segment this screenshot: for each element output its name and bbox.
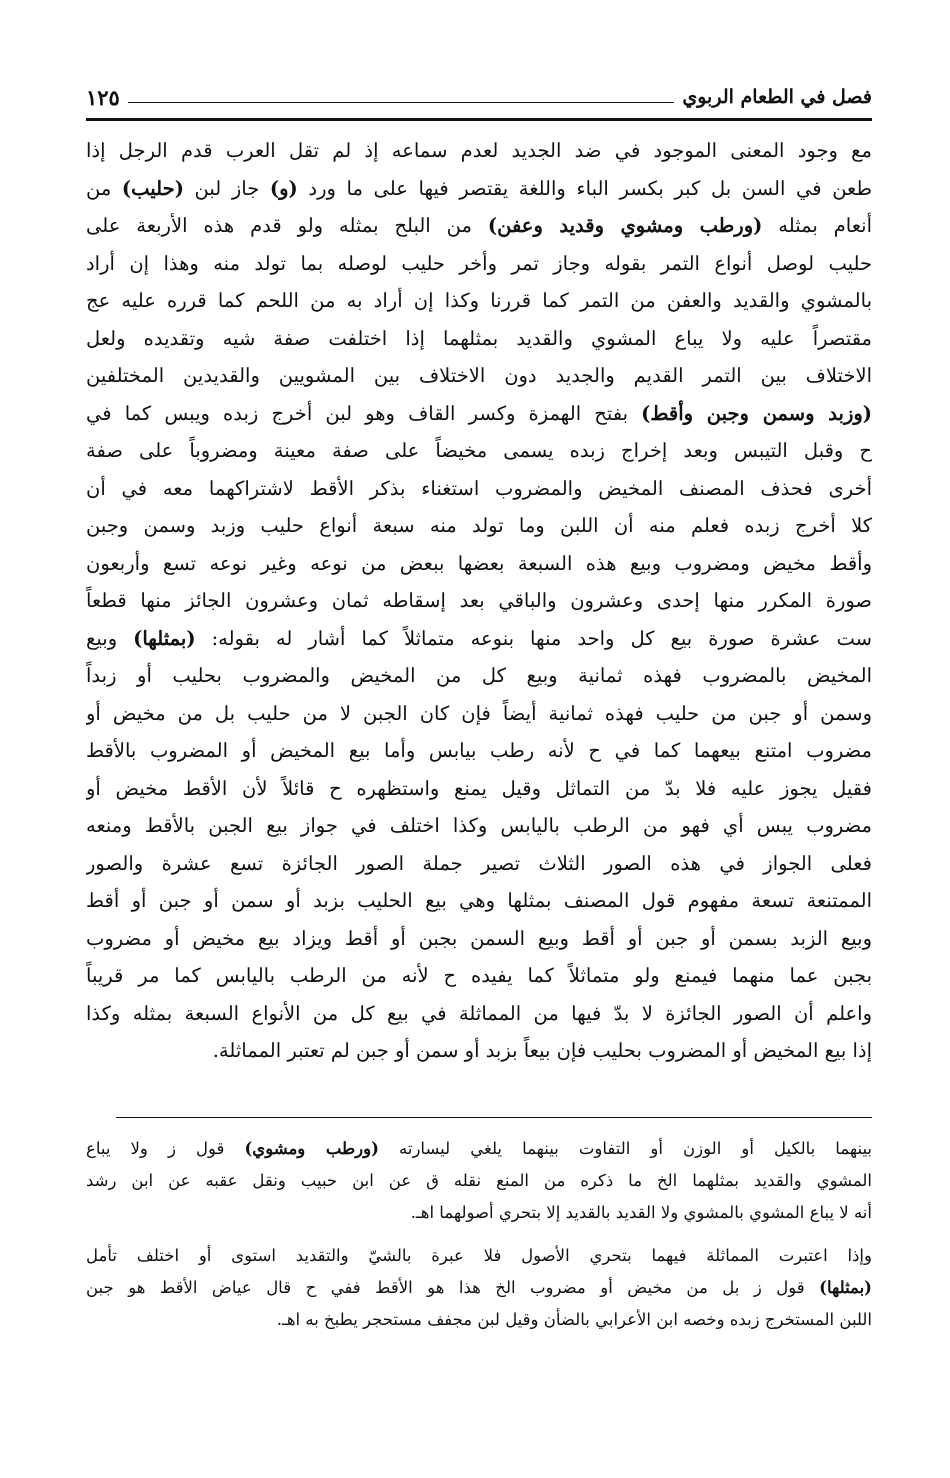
text-segment: اللبن المستخرج زبده وخصه ابن الأعرابي بالضأن وقيل لبن مجفف مستحجر يطبخ به اهـ. [276,1310,872,1329]
chapter-title: فصل في الطعام الربوي [682,86,872,108]
text-segment: بالمشوي والقديد والعفن من التمر كما قررنا وكذا إن أراد به من اللحم كما قرره عليه عج [86,289,872,312]
text-segment: من [86,176,122,200]
text-line [86,320,872,358]
text-line [86,545,872,583]
text-line [86,1272,872,1304]
text-segment: فقيل يجوز عليه فلا بدّ من التماثل وقيل يمنع واستظهره ح قائلاً لأن الأقط مخيض أو [86,776,872,800]
text-segment: وإذا اعتبرت المماثلة فيهما بتحري الأصول فلا عبرة بالشيّ والتقديد استوى أو اختلف تأمل [86,1246,872,1265]
text-segment: إذا بيع المخيض أو المضروب بحليب فإن بيعاً بزبد أو سمن أو جبن لم تعتبر المماثلة. [212,1039,872,1062]
text-line [86,507,872,545]
bold-term: (حليب) [121,176,184,200]
text-line [86,845,872,883]
text-line [86,1197,872,1229]
text-line [86,170,872,208]
text-segment: وبيع [86,626,134,650]
text-segment: طعن في السن بل كبر بكسر الباء واللغة يقتصر فيها على ما ورد [297,176,872,200]
text-line [86,957,872,995]
text-segment: الاختلاف بين التمر القديم والجديد دون الاختلاف بين المشويين والقديدين المختلفين [86,364,872,387]
text-segment: وبيع الزبد بسمن أو جبن أو أقط وبيع السمن بجبن أو أقط ويزاد بيع مخيض أو مضروب [86,926,872,950]
text-segment: قول ز ولا يباع [86,1139,245,1158]
paragraph-gap [86,1229,872,1240]
text-line [86,132,872,170]
bold-term: (و) [269,176,298,200]
text-line [86,1240,872,1272]
footnotes [86,1133,872,1336]
text-segment: مضروب يبس أي فهو من الرطب باليابس وكذا اختلف في جواز بيع الجبن بالأقط ومنعه [86,814,872,837]
text-segment: واعلم أن الصور الجائزة لا بدّ فيها من المماثلة في بيع كل من الأنواع السبعة بمثله وكذا [86,1001,872,1025]
bold-term: (وزبد وسمن وجبن وأقط) [641,401,872,425]
text-line [86,470,872,508]
text-line [86,282,872,320]
text-segment: حليب لوصل أنواع التمر بقوله وجاز تمر وأخر حليب لوصله بما تولد منه وهذا إن أراد [86,251,872,275]
text-line [86,920,872,958]
text-segment: الممتنعة تسعة مفهوم قول المصنف بمثلها وهي بيع الحليب بزبد أو سمن أو جبن أو أقط [86,889,872,912]
text-line [86,770,872,808]
bold-term: (بمثلها) [133,626,196,650]
text-line [86,395,872,433]
text-segment: ح وقبل التيبس وبعد إخراج زبده يسمى مخيضاً على صفة معينة ومضروباً على صفة [86,439,872,462]
text-segment: أخرى فحذف المصنف المخيض والمضروب استغناء بذكر الأقط لاشتراكهما معه في أن [86,476,872,500]
text-line [86,620,872,658]
text-segment: وأقط مخيض ومضروب وبيع هذه السبعة بعضها ببعض من نوعه وغير نوعه تسع وأربعون [86,551,872,575]
header-divider [128,102,675,103]
text-segment: بفتح الهمزة وكسر القاف وهو لبن أخرج زبده ويبس كما في [86,401,642,425]
text-line [86,432,872,470]
text-segment: مضروب امتنع بيعهما كما في ح لأنه رطب بيابس وأما بيع المخيض أو المضروب بالأقط [86,739,872,762]
text-segment: كلا أخرج زبده فعلم منه أن اللبن وما تولد منه سبعة أنواع حليب وزبد وسمن وجبن [86,514,872,537]
header-rule [86,118,872,121]
text-segment: أنه لا يباع المشوي بالمشوي ولا القديد بالقديد إلا بتحري أصولهما اهـ. [410,1203,872,1222]
text-segment: المشوي والقديد بمثلهما الخ ما ذكره من المنع نقله ق عن ابن حبيب ونقل عقبه عن ابن رشد [86,1171,872,1190]
text-segment: أنعام بمثله [762,214,872,237]
text-segment: وسمن أو جبن من حليب فهذه ثمانية أيضاً فإن كان الجبن لا من حليب بل من مخيض أو [86,701,872,725]
text-line [86,882,872,920]
page-number: ١٢٥ [86,84,120,110]
text-segment: من البلح بمثله ولو قدم هذه الأربعة على [86,214,488,237]
bold-term: (ورطب ومشوي) [244,1139,379,1158]
text-line [86,245,872,283]
text-segment: ست عشرة صورة بيع كل واحد منها بنوعه متماثلاً كما أشار له بقوله: [195,626,872,650]
footnote-separator [116,1117,872,1118]
text-segment: مع وجود المعنى الموجود في ضد الجديد لعدم سماعه إذ لم تقل العرب قدم الرجل إذا [86,139,872,162]
text-line [86,582,872,620]
text-segment: صورة المكرر منها إحدى وعشرون والباقي بعد إسقاطه ثمان وعشرون الجائز منها قطعاً [86,589,872,612]
bold-term: (بمثلها) [819,1278,872,1297]
text-line [86,1133,872,1165]
text-segment: بجبن عما منهما فيمنع ولو متماثلاً كما يفيده ح لأنه من الرطب باليابس كما مر قريباً [86,964,872,987]
text-line [86,357,872,395]
text-line [86,1304,872,1336]
text-segment: قول ز بل من مخيض أو مضروب الخ هذا هو الأقط ففي ح قال عياض الأقط هو جبن [86,1278,820,1297]
text-segment: بينهما بالكيل أو الوزن أو التفاوت بينهما يلغي ليسارته [378,1139,872,1158]
text-line [86,657,872,695]
text-line [86,1165,872,1197]
text-line [86,807,872,845]
text-line [86,695,872,733]
text-line [86,207,872,245]
bold-term: (ورطب ومشوي وقديد وعفن) [487,214,763,237]
text-line [86,1032,872,1070]
text-segment: فعلى الجواز في هذه الصور الثلاث تصير جملة الصور الجائزة تسع عشرة والصور [86,851,872,875]
text-line [86,995,872,1033]
running-header [86,82,872,112]
text-line [86,732,872,770]
text-segment: جاز لبن [183,176,270,200]
text-segment: المخيض بالمضروب فهذه ثمانية وبيع كل من المخيض والمضروب بحليب أو زبداً [86,664,872,687]
main-text [86,132,872,1070]
text-segment: مقتصراً عليه ولا يباع المشوي والقديد بمثلهما إذا اختلفت صفة شيه وتقديده ولعل [86,326,872,350]
